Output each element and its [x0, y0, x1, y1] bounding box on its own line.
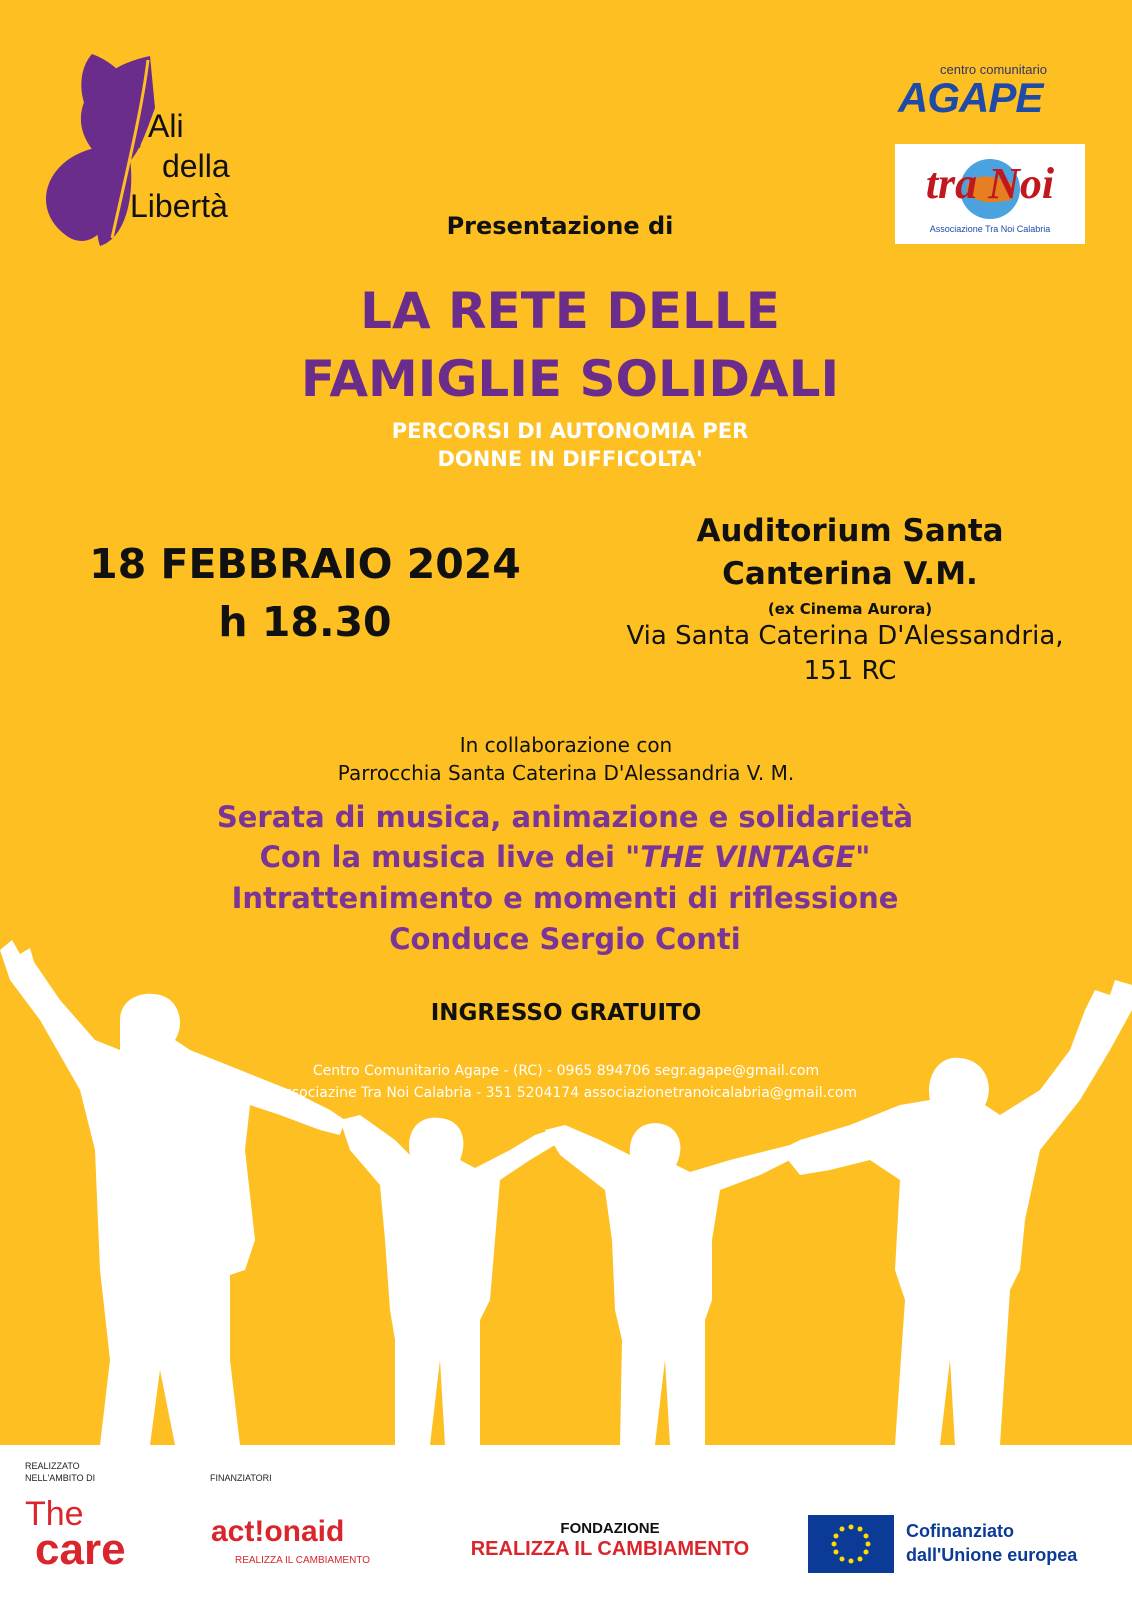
eu-line2: dall'Unione europea: [906, 1545, 1078, 1565]
address-line1: Via Santa Caterina D'Alessandria,: [626, 621, 1064, 651]
ali-della-liberta-logo: [30, 48, 290, 258]
family-silhouette-icon: [0, 940, 1132, 1445]
venue-note: (ex Cinema Aurora): [767, 600, 933, 618]
contacts-line1: Centro Comunitario Agape - (RC) - 0965 894706 segr.agape@gmail.com: [312, 1063, 820, 1079]
fondazione-text: FONDAZIONE: [560, 1520, 660, 1537]
realizzato-line2: NELL'AMBITO DI: [25, 1473, 96, 1483]
actionaid-logo: [205, 1515, 425, 1575]
the-care-care: care: [35, 1525, 126, 1574]
collab-line2: Parrocchia Santa Caterina D'Alessandria V. M.: [337, 761, 795, 785]
program-line2: [90, 840, 1040, 874]
agape-logo: [890, 62, 1080, 122]
program-line4: Conduce Sergio Conti: [389, 922, 741, 956]
title-line1: LA RETE DELLE: [360, 282, 780, 340]
agape-small-text: centro comunitario: [940, 62, 1047, 77]
venue-line2: Canterina V.M.: [722, 556, 978, 592]
sponsor-footer: [0, 1445, 1132, 1600]
program-line2-em: "THE VINTAGE": [625, 840, 871, 874]
venue-line1: Auditorium Santa: [696, 513, 1004, 549]
ali-line3: Libertà: [130, 188, 228, 224]
subtitle-line1: PERCORSI DI AUTONOMIA PER: [391, 419, 749, 443]
subtitle-line2: DONNE IN DIFFICOLTA': [437, 447, 703, 471]
address-line2: 151 RC: [803, 656, 897, 686]
eu-line1: Cofinanziato: [906, 1521, 1014, 1541]
ingresso-gratuito: INGRESSO GRATUITO: [430, 1000, 702, 1026]
agape-big-text: AGAPE: [898, 74, 1043, 121]
eu-flag-icon: [808, 1515, 894, 1573]
collab-line1: In collaborazione con: [459, 733, 673, 757]
fondazione-sub: REALIZZA IL CAMBIAMENTO: [470, 1538, 750, 1560]
tranoi-sub: Associazione Tra Noi Calabria: [929, 224, 1051, 234]
tranoi-brand: tra Noi: [925, 159, 1055, 208]
the-care-logo: [25, 1495, 185, 1575]
actionaid-sub: REALIZZA IL CAMBIAMENTO: [235, 1555, 371, 1566]
event-date: 18 FEBBRAIO 2024: [89, 540, 521, 588]
butterfly-wing-icon: [30, 48, 290, 258]
actionaid-text: act!onaid: [211, 1515, 345, 1548]
contacts-line2: Associazine Tra Noi Calabria - 351 5204174 associazionetranoicalabria@gmail.com: [274, 1085, 858, 1101]
presentazione-label: Presentazione di: [446, 212, 674, 240]
ali-line2: della: [162, 148, 230, 184]
title-line2: FAMIGLIE SOLIDALI: [300, 350, 840, 408]
realizzato-line1: REALIZZATO: [25, 1461, 80, 1471]
tranoi-logo: [895, 144, 1085, 244]
ali-line1: Ali: [148, 108, 184, 144]
finanziatori-label: FINANZIATORI: [210, 1473, 272, 1483]
program-line3: Intrattenimento e momenti di riflessione: [231, 881, 899, 915]
event-time: h 18.30: [218, 598, 392, 646]
program-line2-pre: Con la musica live dei: [259, 840, 626, 874]
the-care-the: The: [25, 1495, 84, 1533]
fondazione-logo: [455, 1520, 765, 1570]
program-line1: Serata di musica, animazione e solidarietà: [216, 800, 914, 834]
